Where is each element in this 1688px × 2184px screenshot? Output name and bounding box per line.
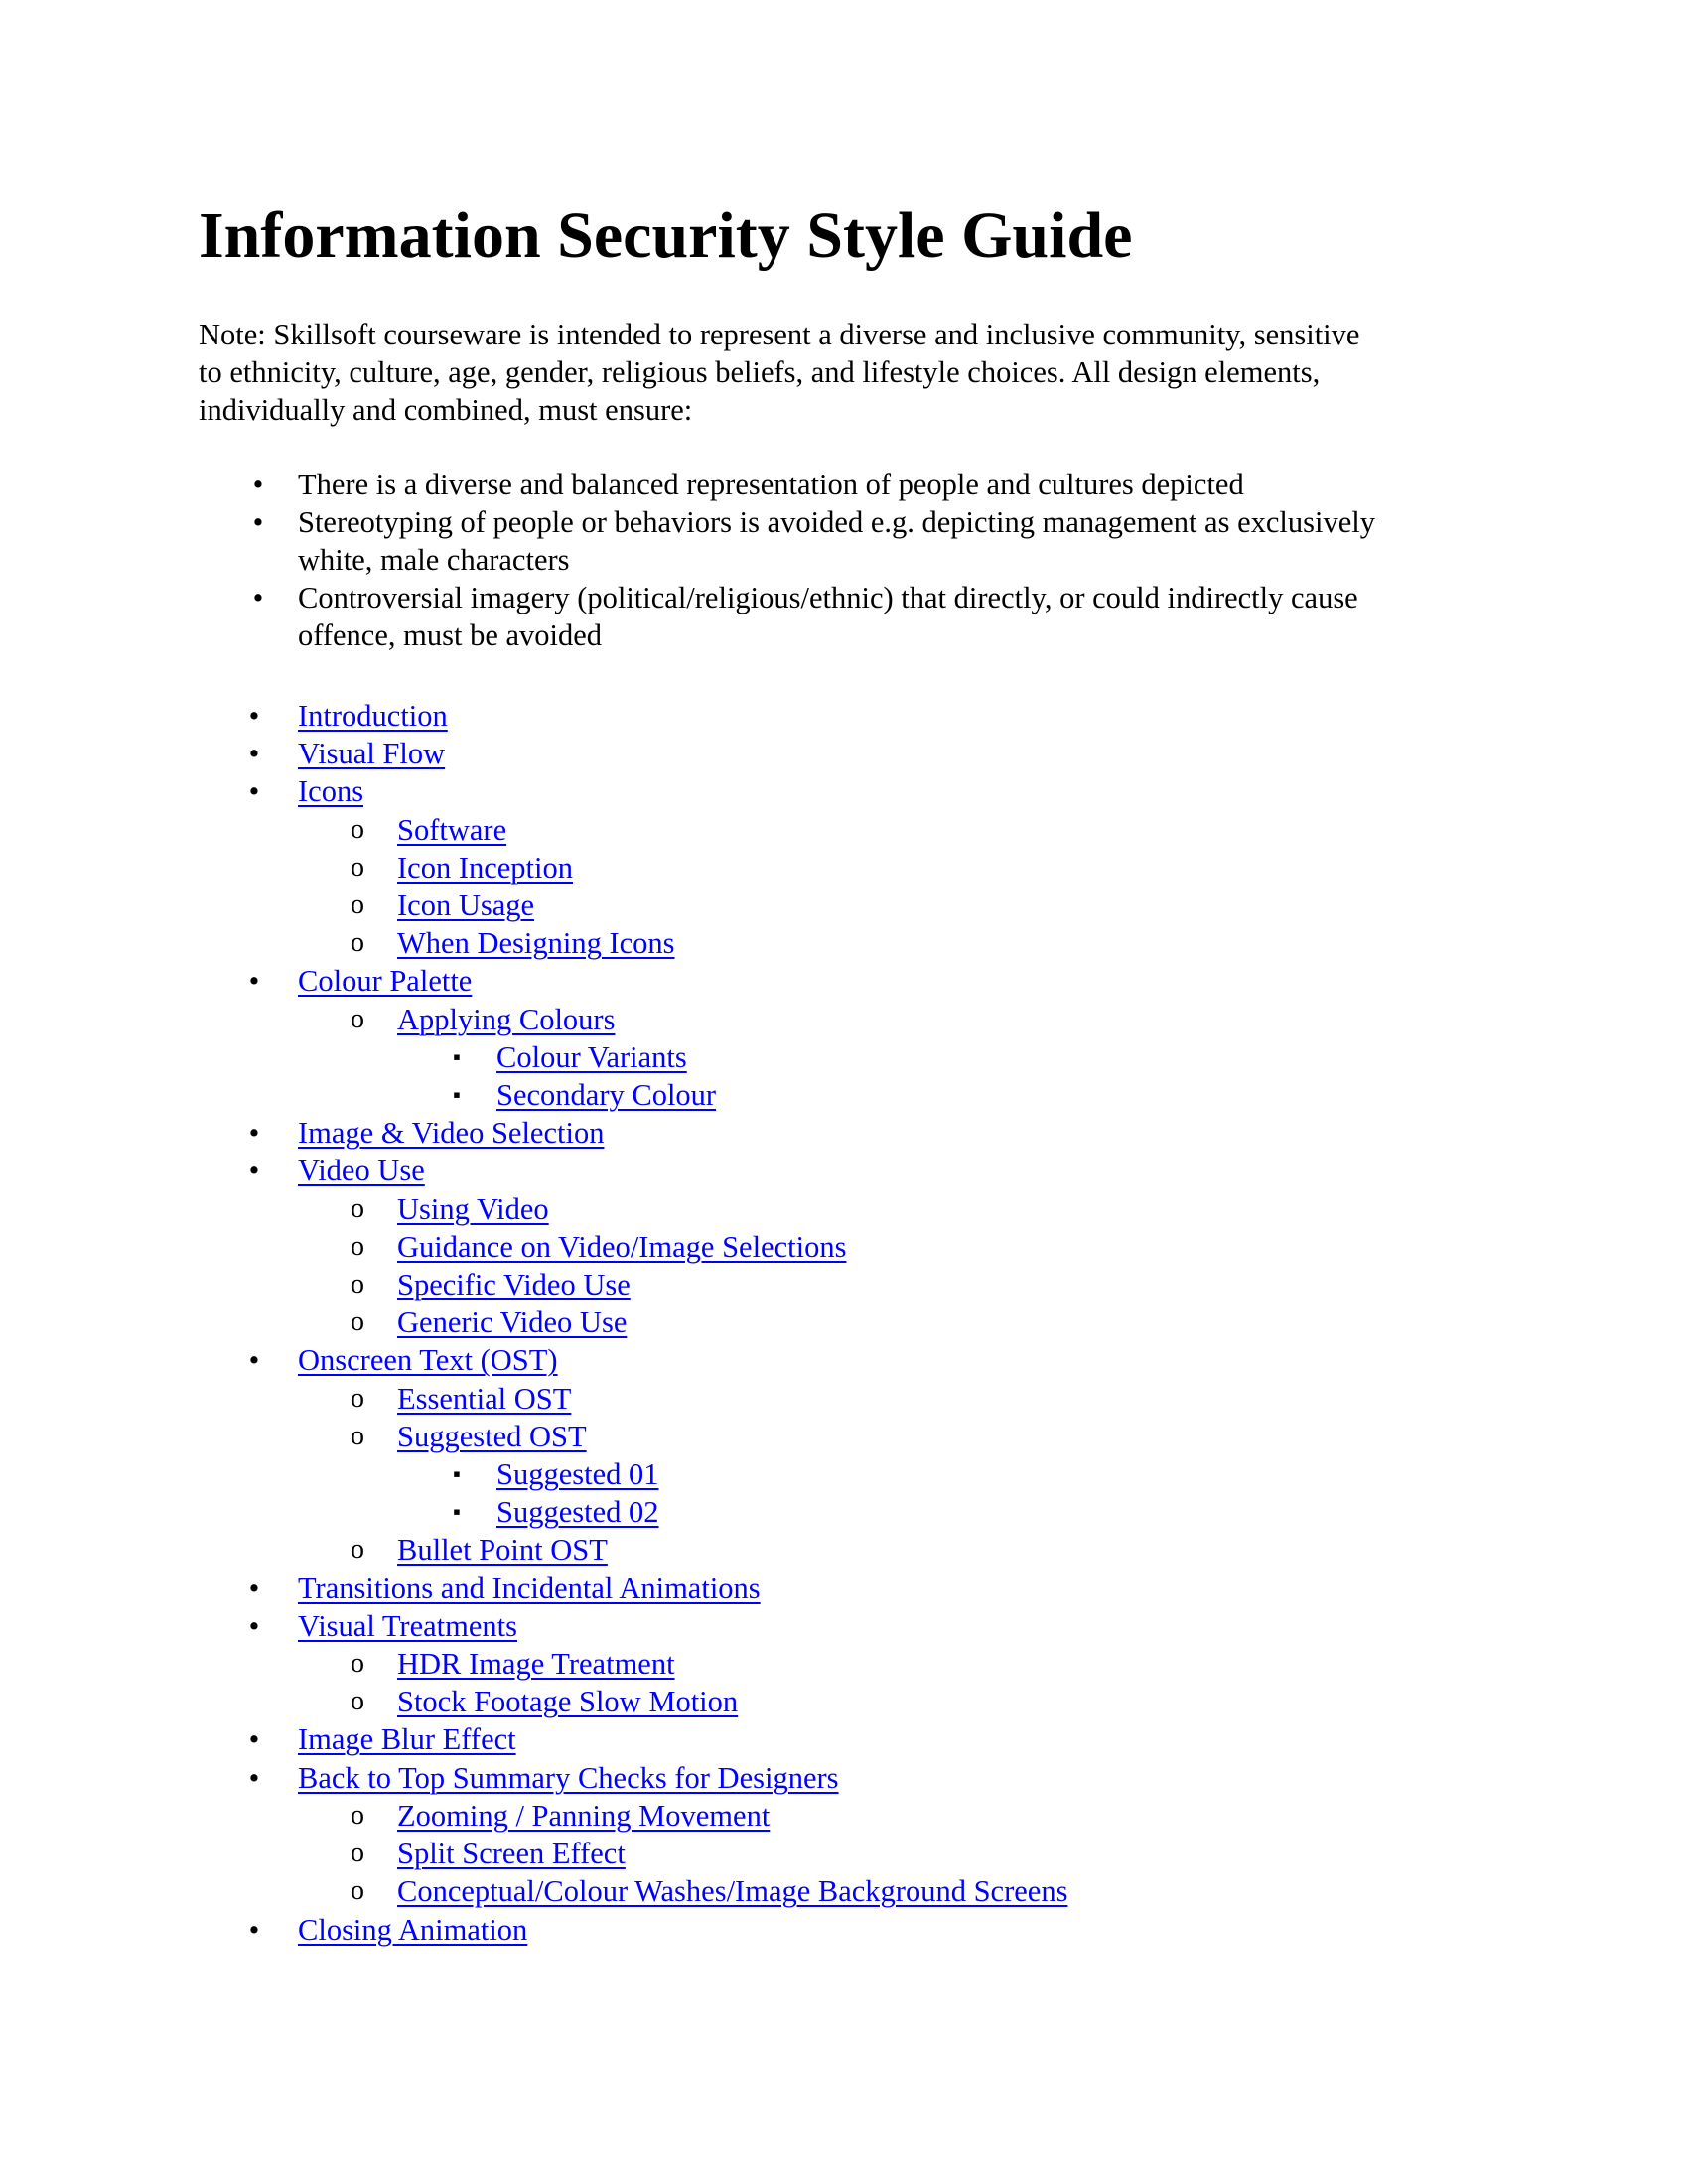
- bullet-icon: •: [252, 581, 264, 614]
- bullet-icon: •: [248, 699, 260, 733]
- toc-link[interactable]: Suggested OST: [397, 1419, 587, 1453]
- toc-item: [199, 1759, 1067, 1797]
- toc-link[interactable]: Visual Treatments: [298, 1608, 517, 1643]
- circle-bullet-icon: o: [351, 851, 364, 883]
- requirement-text: Stereotyping of people or behaviors is avoided e.g. depicting management as exclusively: [298, 505, 1375, 539]
- requirement-text: white, male characters: [298, 543, 570, 577]
- toc-link[interactable]: Introduction: [298, 699, 448, 733]
- circle-bullet-icon: o: [351, 1230, 364, 1262]
- requirements-list: [199, 466, 1499, 654]
- toc-item: [199, 924, 1067, 962]
- inclusivity-note: [199, 316, 1489, 429]
- bullet-icon: •: [248, 964, 260, 999]
- table-of-contents: [199, 697, 1067, 1949]
- toc-link[interactable]: Transitions and Incidental Animations: [298, 1570, 761, 1605]
- toc-item: [199, 1076, 1067, 1114]
- circle-bullet-icon: o: [351, 1534, 364, 1566]
- bullet-icon: •: [252, 505, 264, 539]
- bullet-icon: •: [248, 1608, 260, 1643]
- toc-link[interactable]: Essential OST: [397, 1381, 572, 1416]
- toc-item: [199, 735, 1067, 772]
- circle-bullet-icon: o: [351, 813, 364, 845]
- toc-item: [199, 1266, 1067, 1303]
- toc-link[interactable]: Colour Palette: [298, 964, 473, 999]
- toc-link[interactable]: Image Blur Effect: [298, 1722, 516, 1757]
- toc-link[interactable]: Back to Top Summary Checks for Designers: [298, 1760, 839, 1795]
- toc-link[interactable]: When Designing Icons: [397, 926, 675, 961]
- bullet-icon: •: [248, 1570, 260, 1605]
- circle-bullet-icon: o: [351, 1648, 364, 1680]
- circle-bullet-icon: o: [351, 1686, 364, 1717]
- toc-item: [199, 887, 1067, 924]
- toc-item: [199, 1835, 1067, 1872]
- toc-item: [199, 772, 1067, 810]
- toc-link[interactable]: Icon Usage: [397, 888, 535, 923]
- toc-item: [199, 697, 1067, 735]
- requirement-item: [199, 503, 1499, 579]
- bullet-icon: •: [248, 1912, 260, 1947]
- square-bullet-icon: ▪: [453, 1043, 461, 1069]
- circle-bullet-icon: o: [351, 1382, 364, 1414]
- bullet-icon: •: [248, 1343, 260, 1378]
- circle-bullet-icon: o: [351, 889, 364, 921]
- toc-link[interactable]: Stock Footage Slow Motion: [397, 1685, 739, 1719]
- toc-link[interactable]: Generic Video Use: [397, 1305, 628, 1340]
- toc-link[interactable]: Colour Variants: [496, 1039, 687, 1074]
- square-bullet-icon: ▪: [453, 1461, 461, 1487]
- bullet-icon: •: [248, 737, 260, 771]
- bullet-icon: •: [248, 1154, 260, 1188]
- toc-link[interactable]: Onscreen Text (OST): [298, 1343, 558, 1378]
- toc-link[interactable]: Icon Inception: [397, 850, 573, 885]
- note-line: to ethnicity, culture, age, gender, religious beliefs, and lifestyle choices. All design elements,: [199, 355, 1321, 389]
- toc-item: [199, 1720, 1067, 1758]
- toc-item: [199, 1001, 1067, 1038]
- toc-link[interactable]: Bullet Point OST: [397, 1533, 608, 1568]
- toc-item: [199, 1190, 1067, 1228]
- circle-bullet-icon: o: [351, 1192, 364, 1224]
- circle-bullet-icon: o: [351, 1269, 364, 1300]
- toc-item: [199, 1455, 1067, 1493]
- circle-bullet-icon: o: [351, 1003, 364, 1034]
- toc-item: [199, 1607, 1067, 1645]
- note-line: individually and combined, must ensure:: [199, 393, 693, 427]
- toc-item: [199, 1152, 1067, 1189]
- toc-link[interactable]: Image & Video Selection: [298, 1116, 605, 1151]
- toc-item: [199, 1114, 1067, 1152]
- toc-item: [199, 1872, 1067, 1910]
- toc-link[interactable]: Suggested 02: [496, 1495, 659, 1530]
- toc-link[interactable]: HDR Image Treatment: [397, 1647, 675, 1682]
- toc-item: [199, 962, 1067, 1000]
- page-title: Information Security Style Guide: [199, 200, 1133, 272]
- circle-bullet-icon: o: [351, 1420, 364, 1451]
- note-line: Note: Skillsoft courseware is intended to represent a diverse and inclusive community, sensitive: [199, 318, 1360, 351]
- toc-item: [199, 1531, 1067, 1569]
- toc-link[interactable]: Secondary Colour: [496, 1078, 717, 1113]
- toc-link[interactable]: Closing Animation: [298, 1912, 528, 1947]
- bullet-icon: •: [248, 1722, 260, 1757]
- requirement-item: [199, 466, 1499, 503]
- toc-item: [199, 1797, 1067, 1835]
- toc-item: [199, 1380, 1067, 1418]
- toc-link[interactable]: Zooming / Panning Movement: [397, 1798, 771, 1833]
- toc-item: [199, 849, 1067, 887]
- toc-item: [199, 1493, 1067, 1531]
- requirement-item: [199, 579, 1499, 654]
- toc-link[interactable]: Split Screen Effect: [397, 1837, 626, 1871]
- circle-bullet-icon: o: [351, 1306, 364, 1338]
- toc-item: [199, 1683, 1067, 1720]
- toc-link[interactable]: Icons: [298, 774, 364, 809]
- bullet-icon: •: [252, 468, 264, 501]
- toc-item: [199, 1911, 1067, 1949]
- toc-item: [199, 1418, 1067, 1455]
- toc-link[interactable]: Using Video: [397, 1191, 549, 1226]
- toc-link[interactable]: Conceptual/Colour Washes/Image Background Screens: [397, 1874, 1068, 1909]
- toc-link[interactable]: Specific Video Use: [397, 1268, 631, 1302]
- toc-item: [199, 1228, 1067, 1266]
- toc-item: [199, 1570, 1067, 1607]
- toc-link[interactable]: Applying Colours: [397, 1002, 616, 1036]
- bullet-icon: •: [248, 1760, 260, 1795]
- circle-bullet-icon: o: [351, 1838, 364, 1869]
- requirement-text: Controversial imagery (political/religious/ethnic) that directly, or could indirectly cause: [298, 581, 1358, 614]
- square-bullet-icon: ▪: [453, 1082, 461, 1108]
- circle-bullet-icon: o: [351, 927, 364, 959]
- square-bullet-icon: ▪: [453, 1499, 461, 1525]
- toc-item: [199, 811, 1067, 849]
- toc-item: [199, 1341, 1067, 1379]
- toc-link[interactable]: Suggested 01: [496, 1457, 659, 1492]
- requirement-text: There is a diverse and balanced representation of people and cultures depicted: [298, 468, 1244, 501]
- toc-link[interactable]: Guidance on Video/Image Selections: [397, 1229, 847, 1264]
- toc-link[interactable]: Visual Flow: [298, 737, 446, 771]
- circle-bullet-icon: o: [351, 1799, 364, 1831]
- requirement-text: offence, must be avoided: [298, 618, 603, 652]
- toc-item: [199, 1303, 1067, 1341]
- toc-link[interactable]: Software: [397, 812, 507, 847]
- toc-item: [199, 1645, 1067, 1683]
- toc-link[interactable]: Video Use: [298, 1154, 425, 1188]
- toc-item: [199, 1038, 1067, 1076]
- bullet-icon: •: [248, 1116, 260, 1151]
- bullet-icon: •: [248, 774, 260, 809]
- circle-bullet-icon: o: [351, 1875, 364, 1907]
